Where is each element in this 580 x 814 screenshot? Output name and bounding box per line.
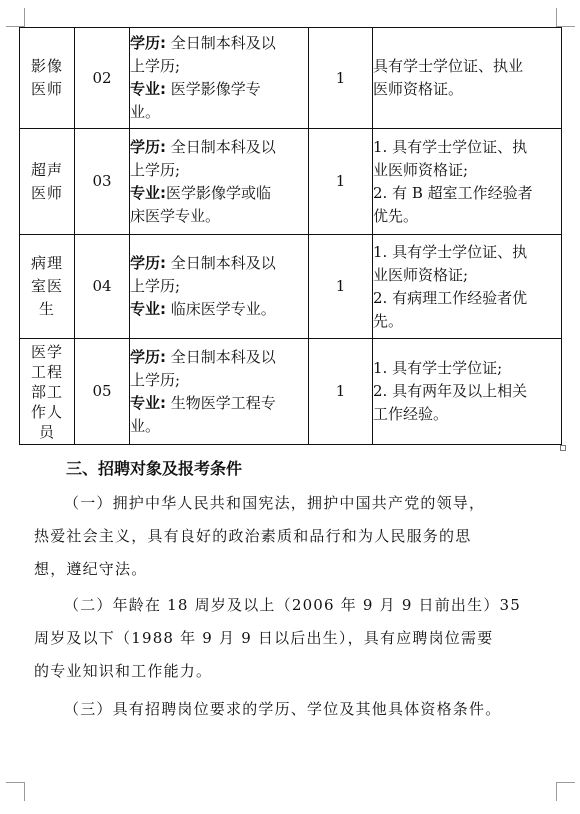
position-name-line: 影像 [30,57,63,75]
major-text: 临床医学专业。 [166,300,276,318]
requirements-cell [130,235,309,339]
education-text: 全日制本科及以 [166,137,276,156]
table-row [20,339,562,445]
paragraph-2 [34,589,554,688]
education-label: 学历: [130,347,166,366]
condition-line: 优先。 [373,206,419,225]
table-resize-handle [560,445,566,451]
table-row [20,235,562,339]
major-label: 专业: [130,393,166,412]
requirements-cell [130,129,309,235]
paragraph-line: （一）拥护中华人民共和国宪法，拥护中国共产党的领导， [64,494,486,512]
major-text: 医学影像学或临 [166,183,272,202]
section-heading: 三、招聘对象及报考条件 [66,459,243,478]
table-row [20,28,562,129]
paragraph-line: 周岁及以下（1988 年 9 月 9 日以后出生），具有应聘岗位需要 [34,629,494,647]
position-code: 03 [75,129,130,235]
education-text: 全日制本科及以 [166,34,276,52]
paragraph-line: （三）具有招聘岗位要求的学历、学位及其他具体资格条件。 [64,700,502,718]
condition-line: 业医师资格证; [373,160,469,179]
education-text: 上学历; [130,277,181,295]
requirements-cell [130,28,309,129]
condition-line: 2. 有 B 超室工作经验者 [373,183,533,202]
position-name-line: 作人 [30,402,63,421]
crop-mark-top-right [556,8,575,27]
condition-line: 具有学士学位证、执业 [373,57,524,75]
crop-mark-top-left [6,8,25,27]
major-text: 生物医学工程专 [166,393,276,412]
headcount: 1 [309,129,373,235]
education-label: 学历: [130,34,166,52]
position-name-line: 医师 [30,183,63,202]
headcount: 1 [309,235,373,339]
position-name-line: 员 [38,422,55,441]
major-text: 业。 [130,416,161,435]
paragraph-line: 想，遵纪守法。 [34,560,148,578]
condition-line: 工作经验。 [373,405,449,423]
position-name-line: 超声 [30,160,63,179]
position-name-line: 部工 [30,382,63,401]
conditions-cell [373,235,562,339]
position-name-line: 室医 [30,277,63,295]
conditions-cell [373,339,562,445]
condition-line: 2. 具有两年及以上相关 [373,382,528,400]
condition-line: 先。 [373,311,404,330]
conditions-cell [373,28,562,129]
condition-line: 2. 有病理工作经验者优 [373,288,528,307]
headcount: 1 [309,339,373,445]
position-name-line: 医学 [30,342,63,361]
position-name-line: 生 [38,300,55,318]
position-name-cell [20,235,75,339]
crop-mark-bottom-left [6,782,25,801]
recruitment-table [19,27,562,445]
position-name-cell [20,28,75,129]
position-name-line: 病理 [30,254,63,272]
conditions-cell [373,129,562,235]
education-text: 上学历; [130,370,181,389]
major-text: 床医学专业。 [130,206,221,225]
position-code: 04 [75,235,130,339]
condition-line: 1. 具有学士学位证、执 [373,137,528,156]
table-row [20,129,562,235]
position-name-cell [20,129,75,235]
position-name-line: 医师 [30,80,63,98]
paragraph-line: 热爱社会主义，具有良好的政治素质和品行和为人民服务的思 [34,527,472,545]
paragraph-3 [34,693,554,726]
condition-line: 业医师资格证; [373,265,469,284]
condition-line: 1. 具有学士学位证; [373,359,503,377]
major-label: 专业: [130,183,166,202]
major-text: 医学影像学专 [166,80,261,98]
position-name-line: 工程 [30,362,63,381]
condition-line: 医师资格证。 [373,80,464,98]
position-name-cell [20,339,75,445]
paragraph-1 [34,487,554,586]
education-text: 上学历; [130,160,181,179]
education-text: 全日制本科及以 [166,254,276,272]
major-label: 专业: [130,300,166,318]
condition-line: 1. 具有学士学位证、执 [373,242,528,261]
major-text: 业。 [130,103,161,121]
major-label: 专业: [130,80,166,98]
education-text: 全日制本科及以 [166,347,276,366]
education-label: 学历: [130,137,166,156]
crop-mark-bottom-right [556,782,575,801]
requirements-cell [130,339,309,445]
education-label: 学历: [130,254,166,272]
paragraph-line: 的专业知识和工作能力。 [34,662,213,680]
headcount: 1 [309,28,373,129]
position-code: 02 [75,28,130,129]
education-text: 上学历; [130,57,181,75]
position-code: 05 [75,339,130,445]
paragraph-line: （二）年龄在 18 周岁及以上（2006 年 9 月 9 日前出生）35 [64,596,522,614]
